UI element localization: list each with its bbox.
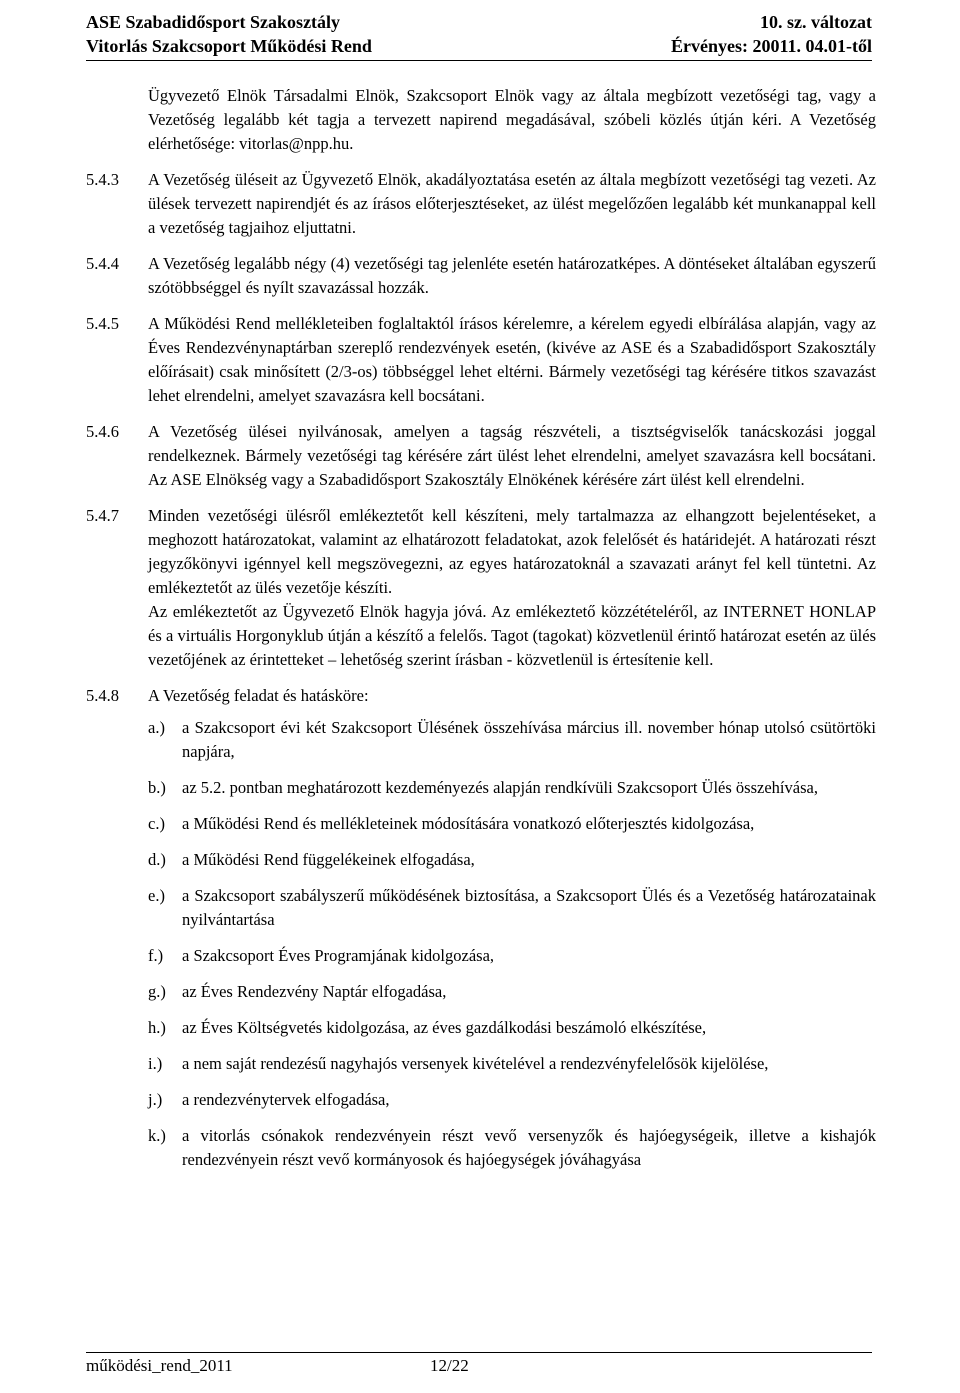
header-validity: Érvényes: 20011. 04.01-től: [671, 36, 872, 56]
list-item: [86, 812, 876, 836]
section-5-4-5: [86, 312, 876, 408]
section-5-4-7: [86, 504, 876, 672]
list-text: az Éves Költségvetés kidolgozása, az éves gazdálkodási beszámoló elkészítése,: [182, 1018, 707, 1037]
list-letter: e.): [148, 886, 165, 905]
header-divider: [86, 60, 872, 61]
section-5-4-8: [86, 684, 876, 708]
intro-paragraph: Ügyvezető Elnök Társadalmi Elnök, Szakcsoport Elnök vagy az általa megbízott vezetőségi tag, vagy a Vezetőség legalább két tagja a tervezett napirend megadásával, szóbeli közlés útján kéri. A Vezetőség elérhetősége: vitorlas@npp.hu.: [148, 86, 876, 153]
list-text: a Szakcsoport Éves Programjának kidolgozása,: [182, 946, 495, 965]
list-item: [86, 1016, 876, 1040]
list-letter: i.): [148, 1054, 163, 1073]
footer-page-number: 12/22: [430, 1356, 469, 1375]
list-text: az Éves Rendezvény Naptár elfogadása,: [182, 982, 447, 1001]
list-text: a Működési Rend függelékeinek elfogadása,: [182, 850, 475, 869]
header-line-2: [86, 34, 872, 58]
list-text: a vitorlás csónakok rendezvényein részt vevő versenyzők és hajóegységeik, illetve a kishajók rendezvényein részt vevő kormányosok és hajóegységek jóváhagyása: [182, 1126, 876, 1169]
list-item: [86, 1088, 876, 1112]
footer-divider: [86, 1352, 872, 1353]
header-line-1: [86, 10, 872, 34]
list-item: [86, 884, 876, 932]
list-item: [86, 716, 876, 764]
section-text-continued: Az emlékeztetőt az Ügyvezető Elnök hagyja jóvá. Az emlékeztető közzétételéről, az INTERNET HONLAP és a virtuális Horgonyklub útján a készítő a felelős. Tagot (tagokat) közvetlenül érintő határozat esetén az ülés vezetőjének az érintetteket – lehetőség szerint írásban - közvetlenül is értesítenie kell.: [148, 602, 876, 669]
section-5-4-4: [86, 252, 876, 300]
list-letter: c.): [148, 814, 165, 833]
list-letter: h.): [148, 1018, 166, 1037]
list-item: [86, 848, 876, 872]
list-text: a Szakcsoport évi két Szakcsoport Ülésének összehívása március ill. november hónap utolsó csütörtöki napjára,: [182, 718, 876, 761]
section-number: 5.4.7: [86, 506, 119, 525]
list-text: a Működési Rend és mellékleteinek módosítására vonatkozó előterjesztés kidolgozása,: [182, 814, 755, 833]
list-text: a rendezvénytervek elfogadása,: [182, 1090, 390, 1109]
list-item: [86, 980, 876, 1004]
list-item: [86, 1124, 876, 1172]
header-org: ASE Szabadidősport Szakosztály: [86, 12, 341, 32]
document-body: [86, 84, 876, 1184]
list-letter: f.): [148, 946, 164, 965]
header-doc-title: Vitorlás Szakcsoport Működési Rend: [86, 36, 372, 56]
list-text: a Szakcsoport szabályszerű működésének biztosítása, a Szakcsoport Ülés és a Vezetőség határozatainak nyilvántartása: [182, 886, 876, 929]
list-text: az 5.2. pontban meghatározott kezdeményezés alapján rendkívüli Szakcsoport Ülés összehívása,: [182, 778, 818, 797]
header-version: 10. sz. változat: [760, 12, 872, 32]
section-text: A Vezetőség feladat és hatásköre:: [148, 686, 369, 705]
list-item: [86, 1052, 876, 1076]
footer-filename: működési_rend_2011: [86, 1356, 233, 1375]
section-text: A Működési Rend mellékleteiben foglaltaktól írásos kérelemre, a kérelem egyedi elbírálása alapján, vagy az Éves Rendezvénynaptárban szereplő rendezvények esetén, (kivéve az ASE és a Szabadidősport Szakosztály előírásait) csak minősített (2/3-os) többséggel lehet eltérni. Bármely vezetőségi tag kérésére titkos szavazást lehet elrendelni, amelyet szavazásra kell bocsátani.: [148, 314, 876, 405]
footer: [86, 1354, 469, 1378]
section-5-4-3: [86, 168, 876, 240]
list-letter: b.): [148, 778, 166, 797]
section-text: A Vezetőség ülései nyilvánosak, amelyen a tagság részvételi, a tisztségviselők tanácskozási joggal rendelkeznek. Bármely vezetőségi tag kérésére zárt ülést lehet elrendelni, amelyet szavazásra kell bocsátani. Az ASE Elnökség vagy a Szabadidősport Szakosztály Elnökének kérésére zárt ülést kell elrendelni.: [148, 422, 876, 489]
section-text: A Vezetőség üléseit az Ügyvezető Elnök, akadályoztatása esetén az általa megbízott vezetőségi tag vezeti. Az ülések tervezett napirendjét és az írásos előterjesztéseket, az ülést megelőzően legalább két munkanappal kell a vezetőség tagjaihoz eljuttatni.: [148, 170, 876, 237]
section-number: 5.4.6: [86, 422, 119, 441]
list-text: a nem saját rendezésű nagyhajós versenyek kivételével a rendezvényfelelősök kijelölése,: [182, 1054, 769, 1073]
list-letter: d.): [148, 850, 166, 869]
list-item: [86, 776, 876, 800]
section-5-4-6: [86, 420, 876, 492]
section-number: 5.4.5: [86, 314, 119, 333]
section-text: Minden vezetőségi ülésről emlékeztetőt kell készíteni, mely tartalmazza az elhangzott bejelentéseket, a meghozott határozatokat, valamint az elhatározott feladatokat, azok felelősét és határidejét. A határozati részt jegyzőkönyvi igénnyel kell megszövegezni, az egyes határozatoknál a szavazati arányt fel kell tüntetni. Az emlékeztetőt az ülés vezetője készíti.: [148, 506, 876, 597]
list-letter: k.): [148, 1126, 166, 1145]
list-item: [86, 944, 876, 968]
section-text: A Vezetőség legalább négy (4) vezetőségi tag jelenléte esetén határozatképes. A döntéseket általában egyszerű szótöbbséggel és nyílt szavazással hozzák.: [148, 254, 876, 297]
section-number: 5.4.3: [86, 170, 119, 189]
section-number: 5.4.4: [86, 254, 119, 273]
list-letter: g.): [148, 982, 166, 1001]
section-number: 5.4.8: [86, 686, 119, 705]
list-letter: j.): [148, 1090, 163, 1109]
list-letter: a.): [148, 718, 165, 737]
